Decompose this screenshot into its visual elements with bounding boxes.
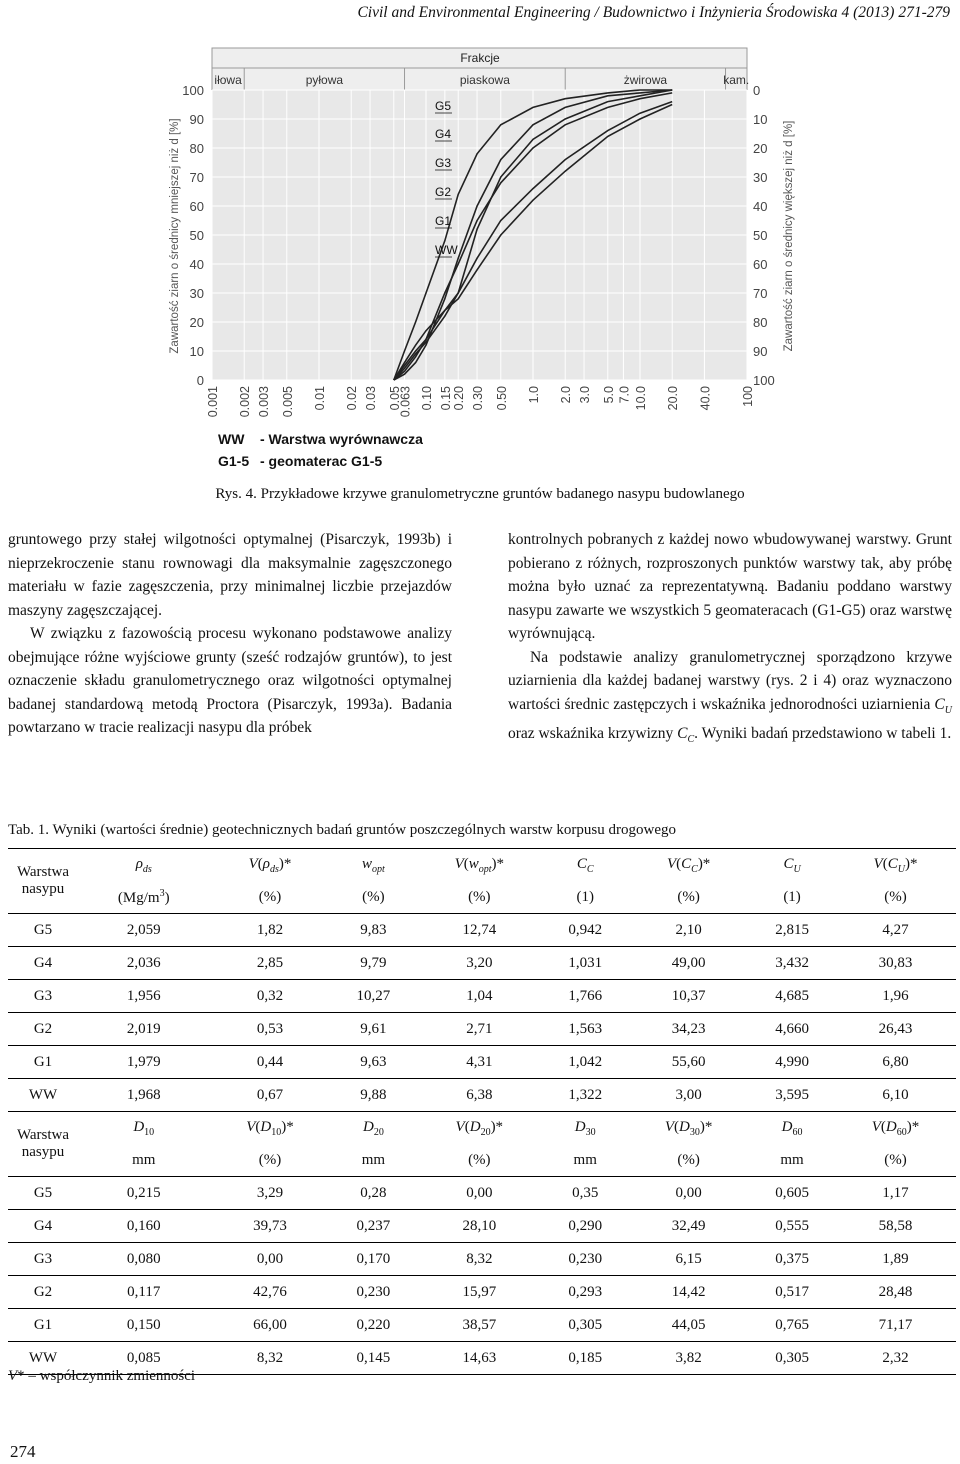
table-cell: WW: [8, 1342, 78, 1375]
table-cell: G2: [8, 1013, 78, 1046]
table-cell: G1: [8, 1046, 78, 1079]
table-cell: 12,74: [416, 914, 542, 947]
table-cell: 34,23: [628, 1013, 749, 1046]
header-cell: $D_{60}$: [749, 1112, 835, 1145]
table-header-row: [8, 1112, 956, 1145]
table-cell: 0,237: [330, 1210, 416, 1243]
table-cell: 0,942: [542, 914, 628, 947]
fraction-label: pyłowa: [305, 73, 344, 87]
y-right-tick-label: 50: [753, 228, 768, 243]
x-tick-label: 20.0: [666, 386, 681, 411]
table-cell: 1,04: [416, 980, 542, 1013]
paragraph: kontrolnych pobranych z każdej nowo wbudowywanej warstwy. Grunt pobierano z różnych, rozproszonych punktów warstwy tak, aby próbę można było uznać za reprezentatywną. Badaniu poddano warstwy nasypu zawarte we wszystkich 5 geomateracach (G1-G5) oraz warstwę wyrównującą.: [508, 531, 952, 642]
table-cell: G5: [8, 1177, 78, 1210]
journal-header: Civil and Environmental Engineering / Budownictwo i Inżynieria Środowiska 4 (2013) 271-279: [357, 4, 950, 21]
unit-cell: (%): [362, 888, 385, 905]
grain-size-chart: [160, 40, 800, 480]
results-table: [8, 848, 956, 1375]
paragraph: Na podstawie analizy granulometrycznej sporządzono krzywe uziarnienia dla każdej badanej warstwy (rys. 2 i 4) oraz wyznaczono wartości średnic zastępczych i wskaźnika jednorodności uziarnienia $C_U$ oraz wskaźnika krzywizny $C_C$. Wyniki badań przedstawiono w tabeli 1.: [508, 648, 952, 746]
table-cell: G1: [8, 1309, 78, 1342]
table-cell: 3,82: [628, 1342, 749, 1375]
table-row: [8, 980, 956, 1013]
table-cell: G2: [8, 1276, 78, 1309]
y-right-tick-label: 10: [753, 112, 768, 127]
y-left-tick-label: 30: [189, 286, 204, 301]
y-right-tick-label: 20: [753, 141, 768, 156]
header-cell: $V(C_C)*$: [628, 849, 749, 882]
header-cell: $w_{opt}$: [330, 849, 416, 882]
unit-cell: (%): [258, 1151, 282, 1168]
grain-size-figure: [160, 40, 800, 480]
table-cell: 4,31: [416, 1046, 542, 1079]
x-tick-label: 0.001: [206, 386, 220, 418]
table-cell: 0,220: [330, 1309, 416, 1342]
unit-cell: (%): [468, 1151, 491, 1168]
table-row: [8, 947, 956, 980]
table-cell: 0,44: [210, 1046, 331, 1079]
unit-cell: $(Mg/m^3)$: [117, 887, 170, 906]
header-cell: $C_C$: [542, 849, 628, 882]
x-tick-label: 0.15: [438, 386, 453, 411]
table-cell: 4,27: [835, 914, 956, 947]
table-cell: 2,32: [835, 1342, 956, 1375]
x-tick-label: 40.0: [698, 386, 713, 411]
y-right-tick-label: 60: [753, 257, 768, 272]
table-cell: 28,10: [416, 1210, 542, 1243]
legend-key-ww: WW: [218, 431, 245, 447]
table-cell: 0,170: [330, 1243, 416, 1276]
table-row: [8, 1276, 956, 1309]
fraction-label: kam.: [723, 73, 750, 87]
table-unit-row: [8, 881, 956, 914]
legend-text-ww: - Warstwa wyrównawcza: [260, 431, 423, 447]
table-row: [8, 1079, 956, 1112]
y-right-tick-label: 70: [753, 286, 768, 301]
header-cell: $V(w_{opt})*$: [416, 849, 542, 882]
header-cell: $V(C_U)*$: [835, 849, 956, 882]
unit-cell: mm: [780, 1151, 804, 1168]
table-cell: G3: [8, 980, 78, 1013]
table-cell: 0,28: [330, 1177, 416, 1210]
x-tick-label: 0.05: [387, 386, 402, 411]
table-cell: 8,32: [416, 1243, 542, 1276]
row-label-head: Warstwa nasypu: [8, 1112, 78, 1177]
header-cell: $D_{10}$: [78, 1112, 210, 1145]
x-tick-label: 1.0: [527, 386, 541, 404]
table-cell: 30,83: [835, 947, 956, 980]
x-tick-label: 0.10: [420, 386, 434, 411]
fraction-label: iłowa: [214, 73, 242, 87]
table-cell: 3,595: [749, 1079, 835, 1112]
unit-cell: (%): [884, 888, 907, 905]
y-left-tick-label: 50: [189, 228, 204, 243]
table-cell: 0,35: [542, 1177, 628, 1210]
x-tick-label: 0.002: [238, 386, 253, 418]
table-cell: 15,97: [416, 1276, 542, 1309]
y-right-tick-label: 30: [753, 170, 768, 185]
table-cell: 66,00: [210, 1309, 331, 1342]
y-left-tick-label: 90: [189, 112, 204, 127]
unit-cell: mm: [573, 1151, 597, 1168]
series-label: G1: [435, 214, 452, 228]
page-number: 274: [10, 1442, 36, 1461]
table-cell: 9,79: [330, 947, 416, 980]
x-tick-label: 0.30: [471, 386, 486, 411]
series-label: G2: [435, 185, 452, 199]
x-tick-label: 0.063: [398, 386, 413, 418]
table-cell: 10,37: [628, 980, 749, 1013]
text-column-right: [508, 528, 952, 752]
table-cell: 9,83: [330, 914, 416, 947]
table-cell: 1,17: [835, 1177, 956, 1210]
table-cell: 1,82: [210, 914, 331, 947]
header-cell: $V(\rho_{ds})*$: [210, 849, 331, 882]
table-cell: 39,73: [210, 1210, 331, 1243]
table-cell: 6,15: [628, 1243, 749, 1276]
table-row: [8, 1210, 956, 1243]
table-cell: 2,036: [78, 947, 210, 980]
unit-cell: mm: [132, 1151, 156, 1168]
table-cell: 58,58: [835, 1210, 956, 1243]
table-cell: 0,32: [210, 980, 331, 1013]
header-cell: $V(D_{20})*$: [416, 1112, 542, 1145]
y-left-tick-label: 100: [182, 83, 204, 98]
table-cell: 14,63: [416, 1342, 542, 1375]
x-tick-label: 2.0: [559, 386, 574, 404]
table-cell: 0,517: [749, 1276, 835, 1309]
table-cell: 1,956: [78, 980, 210, 1013]
table-cell: 0,215: [78, 1177, 210, 1210]
table-cell: 49,00: [628, 947, 749, 980]
y-right-tick-label: 40: [753, 199, 768, 214]
table-cell: 0,605: [749, 1177, 835, 1210]
table-cell: 0,67: [210, 1079, 331, 1112]
table-cell: 2,10: [628, 914, 749, 947]
table-header-row: [8, 849, 956, 882]
fraction-label: piaskowa: [459, 73, 510, 87]
header-cell: $C_U$: [749, 849, 835, 882]
table-cell: 1,766: [542, 980, 628, 1013]
table-cell: 6,38: [416, 1079, 542, 1112]
y-right-tick-label: 80: [753, 315, 768, 330]
table-cell: 1,031: [542, 947, 628, 980]
y-left-tick-label: 0: [196, 373, 204, 388]
x-tick-label: 0.003: [257, 386, 272, 418]
table-cell: 71,17: [835, 1309, 956, 1342]
unit-cell: (%): [258, 888, 282, 905]
x-tick-label: 3.0: [578, 386, 593, 404]
y-left-tick-label: 80: [189, 141, 204, 156]
table-cell: 44,05: [628, 1309, 749, 1342]
figure-caption: Rys. 4. Przykładowe krzywe granulometryczne gruntów badanego nasypu budowlanego: [215, 486, 745, 502]
text-column-left: [8, 528, 452, 740]
series-label: G4: [435, 127, 452, 141]
table-cell: 8,32: [210, 1342, 331, 1375]
y-left-tick-label: 10: [189, 344, 204, 359]
y-right-tick-label: 90: [753, 344, 768, 359]
legend-key-g: G1-5: [218, 453, 250, 469]
y-right-tick-label: 100: [753, 373, 775, 388]
table-cell: 0,185: [542, 1342, 628, 1375]
table-cell: 0,00: [210, 1243, 331, 1276]
table-cell: 3,29: [210, 1177, 331, 1210]
table-cell: 55,60: [628, 1046, 749, 1079]
x-tick-label: 7.0: [617, 386, 632, 404]
x-tick-label: 0.03: [364, 386, 379, 411]
table-row: [8, 1013, 956, 1046]
table-cell: 6,10: [835, 1079, 956, 1112]
table-cell: 9,63: [330, 1046, 416, 1079]
table-cell: 3,432: [749, 947, 835, 980]
table-cell: 0,53: [210, 1013, 331, 1046]
table-cell: 0,160: [78, 1210, 210, 1243]
y-right-tick-label: 0: [753, 83, 761, 98]
y-left-tick-label: 20: [189, 315, 204, 330]
table-cell: 26,43: [835, 1013, 956, 1046]
table-cell: 0,080: [78, 1243, 210, 1276]
table-cell: 0,00: [416, 1177, 542, 1210]
table-row: [8, 1309, 956, 1342]
table-cell: 1,042: [542, 1046, 628, 1079]
header-cell: $D_{30}$: [542, 1112, 628, 1145]
table-cell: 3,20: [416, 947, 542, 980]
table-cell: 1,979: [78, 1046, 210, 1079]
table-cell: 2,71: [416, 1013, 542, 1046]
table-title: Tab. 1. Wyniki (wartości średnie) geotechnicznych badań gruntów poszczególnych warstw korpusu drogowego: [8, 822, 676, 838]
table-cell: 32,49: [628, 1210, 749, 1243]
paragraph: W związku z fazowością procesu wykonano podstawowe analizy obejmujące różne wyjściowe grunty (sześć rodzajów gruntów), to jest oznaczenie składu granulometrycznego oraz wilgotności optymalnej badanej standardową metodą Proctora (Pisarczyk, 1993a). Badania powtarzano w tracie realizacji nasypu dla próbek: [8, 625, 452, 736]
table-cell: 1,96: [835, 980, 956, 1013]
table-cell: G3: [8, 1243, 78, 1276]
fractions-title: Frakcje: [460, 51, 500, 65]
unit-cell: (1): [576, 888, 594, 905]
unit-cell: (%): [468, 888, 491, 905]
table-cell: 10,27: [330, 980, 416, 1013]
x-tick-label: 0.02: [345, 386, 360, 411]
table-cell: 0,230: [542, 1243, 628, 1276]
header-cell: $V(D_{10})*$: [210, 1112, 331, 1145]
x-tick-label: 100: [741, 386, 755, 407]
table-cell: 4,990: [749, 1046, 835, 1079]
table-cell: 1,89: [835, 1243, 956, 1276]
header-cell: $V(D_{30})*$: [628, 1112, 749, 1145]
row-label-head: Warstwa nasypu: [8, 849, 78, 914]
table-cell: 1,968: [78, 1079, 210, 1112]
table-cell: 42,76: [210, 1276, 331, 1309]
x-tick-label: 5.0: [601, 386, 616, 404]
table-cell: G4: [8, 1210, 78, 1243]
table-footnote: V* – współczynnik zmienności: [8, 1368, 196, 1384]
y-left-tick-label: 40: [189, 257, 204, 272]
unit-cell: (%): [677, 1151, 700, 1168]
x-tick-label: 0.01: [313, 386, 327, 411]
table-cell: 4,660: [749, 1013, 835, 1046]
x-tick-label: 0.20: [452, 386, 467, 411]
table-cell: 2,85: [210, 947, 331, 980]
table-cell: 6,80: [835, 1046, 956, 1079]
table-unit-row: [8, 1144, 956, 1177]
table-cell: 0,150: [78, 1309, 210, 1342]
table-cell: 0,293: [542, 1276, 628, 1309]
table-cell: 0,00: [628, 1177, 749, 1210]
table-cell: 9,61: [330, 1013, 416, 1046]
legend-text-g: - geomaterac G1-5: [260, 453, 383, 469]
table-cell: 0,305: [542, 1309, 628, 1342]
y-left-tick-label: 70: [189, 170, 204, 185]
table-cell: 0,555: [749, 1210, 835, 1243]
unit-cell: (%): [884, 1151, 907, 1168]
series-label: WW: [435, 243, 458, 257]
table-cell: 1,563: [542, 1013, 628, 1046]
y-right-axis-label: Zawartość ziarn o średnicy większej niż d [%]: [783, 120, 795, 352]
table-row: [8, 1046, 956, 1079]
table-cell: 4,685: [749, 980, 835, 1013]
table-cell: WW: [8, 1079, 78, 1112]
table-cell: 28,48: [835, 1276, 956, 1309]
table-cell: 3,00: [628, 1079, 749, 1112]
table-cell: 0,085: [78, 1342, 210, 1375]
table-cell: 2,815: [749, 914, 835, 947]
unit-cell: mm: [361, 1151, 386, 1168]
x-tick-label: 0.005: [280, 386, 295, 418]
unit-cell: (1): [783, 888, 801, 905]
header-cell: $D_{20}$: [330, 1112, 416, 1145]
table-cell: 0,305: [749, 1342, 835, 1375]
x-tick-label: 0.50: [494, 386, 509, 411]
table-cell: 0,290: [542, 1210, 628, 1243]
table-cell: G5: [8, 914, 78, 947]
table-row: [8, 1243, 956, 1276]
table-cell: G4: [8, 947, 78, 980]
header-cell: $\rho_{ds}$: [78, 849, 210, 882]
table-cell: 2,059: [78, 914, 210, 947]
table-cell: 1,322: [542, 1079, 628, 1112]
series-label: G5: [435, 99, 452, 113]
table-cell: 9,88: [330, 1079, 416, 1112]
x-tick-label: 10.0: [634, 386, 648, 411]
table-cell: 38,57: [416, 1309, 542, 1342]
table-row: [8, 1177, 956, 1210]
table-cell: 14,42: [628, 1276, 749, 1309]
y-left-axis-label: Zawartość ziarn o średnicy mniejszej niż d [%]: [169, 118, 181, 354]
y-left-tick-label: 60: [189, 199, 204, 214]
series-label: G3: [435, 156, 452, 170]
header-cell: $V(D_{60})*$: [835, 1112, 956, 1145]
table-cell: 2,019: [78, 1013, 210, 1046]
paragraph: gruntowego przy stałej wilgotności optymalnej (Pisarczyk, 1993b) i nieprzekroczenie stanu rownowagi dla maksymalnie zagęszczonego materiału w fazie zagęszczenia, przy minimalnej liczbie przejazdów maszyny zagęszczającej.: [8, 531, 452, 619]
table-cell: 0,117: [78, 1276, 210, 1309]
table-cell: 0,145: [330, 1342, 416, 1375]
table-cell: 0,230: [330, 1276, 416, 1309]
table-cell: 0,765: [749, 1309, 835, 1342]
unit-cell: (%): [677, 888, 700, 905]
table-row: [8, 914, 956, 947]
fraction-label: żwirowa: [623, 73, 668, 87]
table-cell: 0,375: [749, 1243, 835, 1276]
